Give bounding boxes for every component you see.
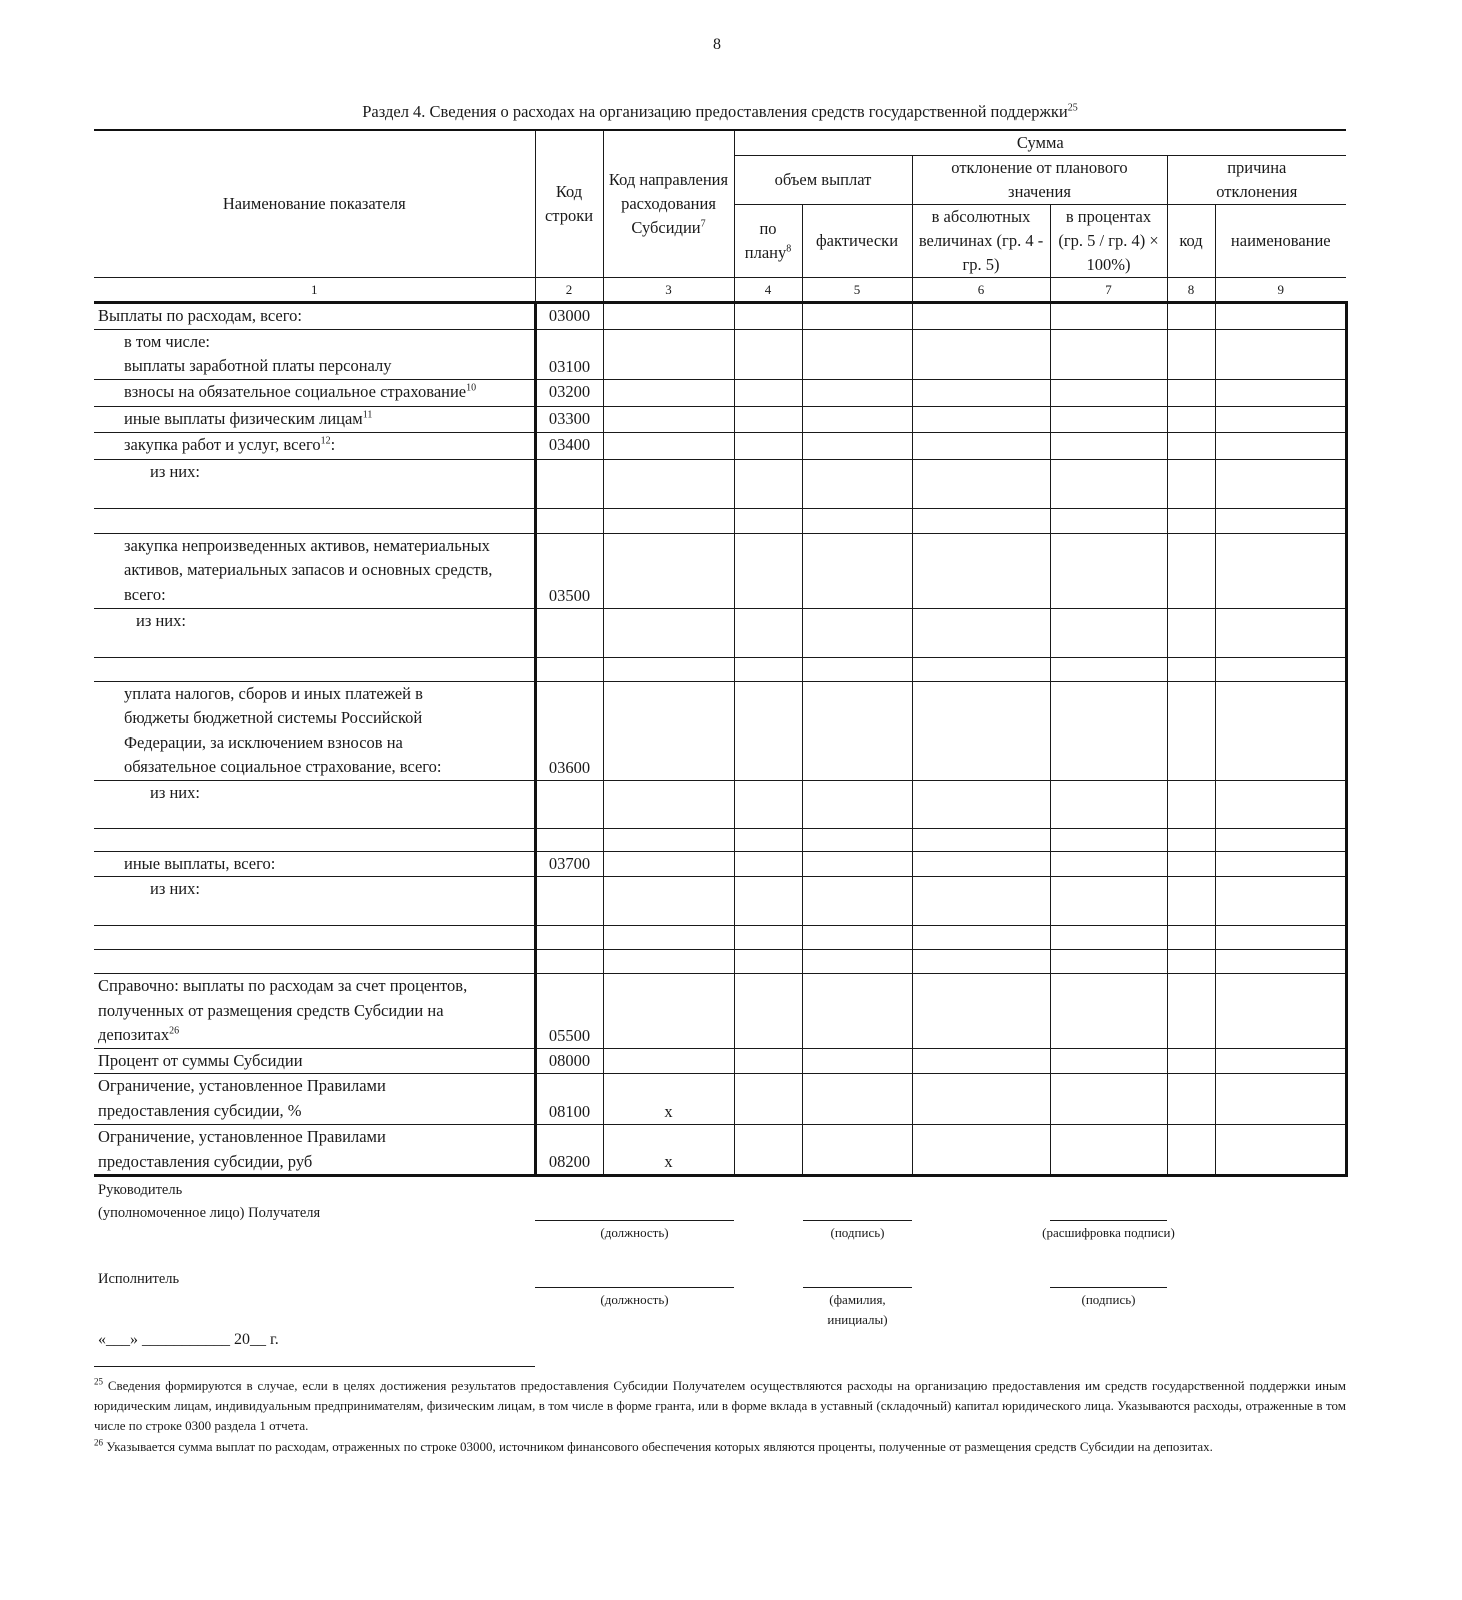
cell-percent[interactable] <box>1050 950 1167 974</box>
cell-actual[interactable] <box>802 303 912 330</box>
header-deviation: отклонение от планового значения <box>912 156 1167 205</box>
cell-direction-code[interactable] <box>603 329 734 379</box>
row-code <box>535 608 603 657</box>
cell-percent[interactable] <box>1050 780 1167 828</box>
cell-percent[interactable] <box>1050 608 1167 657</box>
cell-reason-code[interactable] <box>1167 1048 1215 1074</box>
cell-reason-code[interactable] <box>1167 877 1215 926</box>
row-name: Ограничение, установленное Правилами предоставления субсидии, % <box>94 1074 535 1125</box>
cell-reason-code[interactable] <box>1167 508 1215 533</box>
executor-name-line[interactable] <box>803 1287 912 1288</box>
row-name: Процент от суммы Субсидии <box>94 1048 535 1074</box>
col-number: 6 <box>912 278 1050 303</box>
row-code[interactable] <box>535 950 603 974</box>
cell-reason-name[interactable] <box>1215 851 1346 877</box>
cell-reason-code[interactable] <box>1167 974 1215 1049</box>
cell-reason-name[interactable] <box>1215 780 1346 828</box>
footnote-divider <box>94 1366 535 1367</box>
cell-plan[interactable] <box>734 780 802 828</box>
cell-direction-code[interactable] <box>603 459 734 508</box>
row-name: из них: <box>94 608 535 657</box>
cell-percent[interactable] <box>1050 459 1167 508</box>
cell-actual[interactable] <box>802 459 912 508</box>
header-plan <box>734 205 802 278</box>
cell-direction-code[interactable] <box>603 657 734 681</box>
row-name[interactable] <box>94 657 535 681</box>
cell-actual[interactable] <box>802 851 912 877</box>
row-name: закупка непроизведенных активов, нематериальных активов, материальных запасов и основных средств, всего: <box>94 533 535 608</box>
col-number: 1 <box>94 278 535 303</box>
cell-direction-code[interactable] <box>603 828 734 851</box>
table-row <box>94 950 1346 974</box>
cell-reason-code[interactable] <box>1167 657 1215 681</box>
table-row <box>94 974 1346 1049</box>
cell-reason-name[interactable] <box>1215 533 1346 608</box>
table-row <box>94 406 1346 432</box>
footnote-ref: 7 <box>700 218 706 230</box>
cell-reason-name[interactable] <box>1215 950 1346 974</box>
row-name: Выплаты по расходам, всего: <box>94 303 535 330</box>
header-reason-name: наименование <box>1215 205 1346 278</box>
cell-percent[interactable] <box>1050 432 1167 459</box>
cell-reason-name[interactable] <box>1215 926 1346 950</box>
cell-reason-name[interactable] <box>1215 379 1346 406</box>
row-name: иные выплаты, всего: <box>94 851 535 877</box>
head-name-line[interactable] <box>1050 1220 1167 1221</box>
cell-reason-code[interactable] <box>1167 303 1215 330</box>
header-direction-code-text: Код направления расходования Субсидии <box>608 170 729 237</box>
row-code: 03200 <box>535 379 603 406</box>
row-name: из них: <box>94 780 535 828</box>
cell-percent[interactable] <box>1050 877 1167 926</box>
cell-actual[interactable] <box>802 657 912 681</box>
cell-absolute[interactable] <box>912 459 1050 508</box>
table-row <box>94 379 1346 406</box>
cell-percent[interactable] <box>1050 329 1167 379</box>
cell-percent[interactable] <box>1050 1048 1167 1074</box>
col-number: 5 <box>802 278 912 303</box>
head-signature-line[interactable] <box>803 1220 912 1221</box>
cell-percent[interactable] <box>1050 828 1167 851</box>
table-row <box>94 508 1346 533</box>
footnote-26 <box>94 1437 1346 1457</box>
cell-absolute[interactable] <box>912 379 1050 406</box>
cell-actual[interactable] <box>802 926 912 950</box>
cell-direction-code[interactable] <box>603 432 734 459</box>
cell-absolute[interactable] <box>912 1125 1050 1176</box>
cell-reason-code[interactable] <box>1167 950 1215 974</box>
row-name: из них: <box>94 459 535 508</box>
header-actual: фактически <box>802 205 912 278</box>
row-name-line: выплаты заработной платы персоналу <box>124 356 392 375</box>
cell-plan[interactable] <box>734 608 802 657</box>
table-row <box>94 608 1346 657</box>
cell-direction-code[interactable] <box>603 533 734 608</box>
cell-percent[interactable] <box>1050 1125 1167 1176</box>
row-code: 08100 <box>535 1074 603 1125</box>
row-name-text: Справочно: выплаты по расходам за счет процентов, полученных от размещения средств Субсидии на депозитах <box>98 976 468 1044</box>
footnote-25 <box>94 1376 1346 1436</box>
head-label-line: Руководитель <box>98 1182 183 1198</box>
cell-reason-name[interactable] <box>1215 459 1346 508</box>
row-name <box>94 974 535 1049</box>
cell-actual[interactable] <box>802 608 912 657</box>
header-volume: объем выплат <box>734 156 912 205</box>
footnote-ref: 10 <box>466 382 477 393</box>
row-name[interactable] <box>94 508 535 533</box>
table-row <box>94 780 1346 828</box>
cell-direction-code[interactable] <box>603 950 734 974</box>
row-name-text: иные выплаты физическим лицам <box>124 408 363 428</box>
cell-reason-code[interactable] <box>1167 681 1215 780</box>
footnote-text: Указывается сумма выплат по расходам, отраженных по строке 03000, источником финансового обеспечения которых являются проценты, полученные от размещения средств Субсидии на депозитах. <box>106 1439 1213 1454</box>
executor-position-caption: (должность) <box>600 1292 669 1307</box>
table-row <box>94 851 1346 877</box>
cell-percent[interactable] <box>1050 533 1167 608</box>
cell-absolute[interactable] <box>912 1048 1050 1074</box>
executor-label: Исполнитель <box>98 1271 180 1287</box>
col-number: 8 <box>1167 278 1215 303</box>
executor-name-caption: (фамилия, инициалы) <box>827 1292 888 1327</box>
row-name <box>94 329 535 379</box>
cell-reason-name[interactable] <box>1215 406 1346 432</box>
table-row <box>94 329 1346 379</box>
table-row <box>94 1125 1346 1176</box>
row-name <box>94 406 535 432</box>
row-name-suffix: : <box>330 434 336 454</box>
row-code: 08200 <box>535 1125 603 1176</box>
cell-plan[interactable] <box>734 950 802 974</box>
head-name-caption: (расшифровка подписи) <box>1042 1225 1175 1240</box>
cell-plan[interactable] <box>734 828 802 851</box>
row-code: 05500 <box>535 974 603 1049</box>
head-signature-caption: (подпись) <box>830 1225 885 1240</box>
cell-percent[interactable] <box>1050 681 1167 780</box>
footnote-number: 25 <box>94 1376 103 1387</box>
cell-reason-code[interactable] <box>1167 329 1215 379</box>
header-reason-code: код <box>1167 205 1215 278</box>
cell-reason-name[interactable] <box>1215 877 1346 926</box>
row-code[interactable] <box>535 828 603 851</box>
col-number: 3 <box>603 278 734 303</box>
cell-actual[interactable] <box>802 950 912 974</box>
row-code: 03600 <box>535 681 603 780</box>
cell-absolute[interactable] <box>912 877 1050 926</box>
cell-plan[interactable] <box>734 681 802 780</box>
cell-direction-code[interactable] <box>603 508 734 533</box>
row-code <box>535 877 603 926</box>
cell-absolute[interactable] <box>912 926 1050 950</box>
cell-reason-code[interactable] <box>1167 533 1215 608</box>
head-position-line[interactable] <box>535 1220 734 1221</box>
table-row <box>94 681 1346 780</box>
table-row <box>94 877 1346 926</box>
row-code[interactable] <box>535 926 603 950</box>
cell-reason-code[interactable] <box>1167 432 1215 459</box>
cell-absolute[interactable] <box>912 828 1050 851</box>
cell-percent[interactable] <box>1050 851 1167 877</box>
cell-percent[interactable] <box>1050 406 1167 432</box>
footnote-ref: 11 <box>362 409 373 420</box>
row-name: уплата налогов, сборов и иных платежей в бюджеты бюджетной системы Российской Федерации, за исключением взносов на обязательное социальное страхование, всего: <box>94 681 535 780</box>
cell-direction-code[interactable] <box>603 877 734 926</box>
header-percent: в процентах (гр. 5 / гр. 4) × 100%) <box>1050 205 1167 278</box>
cell-reason-code[interactable] <box>1167 1074 1215 1125</box>
cell-actual[interactable] <box>802 974 912 1049</box>
expenses-table <box>94 129 1348 1177</box>
header-indicator-name: Наименование показателя <box>94 130 535 278</box>
cell-plan[interactable] <box>734 379 802 406</box>
row-code: 08000 <box>535 1048 603 1074</box>
cell-actual[interactable] <box>802 1125 912 1176</box>
cell-reason-name[interactable] <box>1215 1125 1346 1176</box>
cell-percent[interactable] <box>1050 508 1167 533</box>
row-name <box>94 432 535 459</box>
cell-percent[interactable] <box>1050 926 1167 950</box>
row-name[interactable] <box>94 828 535 851</box>
cell-reason-name[interactable] <box>1215 681 1346 780</box>
cell-reason-code[interactable] <box>1167 608 1215 657</box>
cell-absolute[interactable] <box>912 406 1050 432</box>
cell-percent[interactable] <box>1050 657 1167 681</box>
cell-reason-name[interactable] <box>1215 329 1346 379</box>
head-label <box>98 1179 320 1225</box>
cell-absolute[interactable] <box>912 974 1050 1049</box>
cell-plan[interactable] <box>734 851 802 877</box>
cell-reason-name[interactable] <box>1215 1074 1346 1125</box>
head-position-caption: (должность) <box>600 1225 669 1240</box>
cell-plan[interactable] <box>734 657 802 681</box>
cell-reason-name[interactable] <box>1215 974 1346 1049</box>
cell-plan[interactable] <box>734 1125 802 1176</box>
footnote-ref: 12 <box>320 435 331 446</box>
row-code <box>535 780 603 828</box>
page-number: 8 <box>713 36 721 53</box>
row-name-line: в том числе: <box>124 331 211 351</box>
col-number: 9 <box>1215 278 1346 303</box>
cell-direction-code[interactable] <box>603 303 734 330</box>
cell-actual[interactable] <box>802 406 912 432</box>
executor-signature-line[interactable] <box>1050 1287 1167 1288</box>
cell-reason-code[interactable] <box>1167 926 1215 950</box>
cell-plan[interactable] <box>734 459 802 508</box>
cell-plan[interactable] <box>734 1048 802 1074</box>
cell-actual[interactable] <box>802 432 912 459</box>
table-row <box>94 1074 1346 1125</box>
row-name: Ограничение, установленное Правилами предоставления субсидии, руб <box>94 1125 535 1176</box>
cell-absolute[interactable] <box>912 432 1050 459</box>
footnote-text: Сведения формируются в случае, если в целях достижения результатов предоставления Субсидии Получателем осуществляются расходы на организацию предоставления им средств государственной поддержки иным юридическим лицам, индивидуальным предпринимателям, физическим лицам, в том числе в форме гранта, или в форме вклада в уставный (складочный) капитал юридического лица. Указываются расходы, отраженные в том числе по строке 0300 раздела 1 отчета. <box>94 1378 1346 1433</box>
row-code: 03500 <box>535 533 603 608</box>
cell-reason-code[interactable] <box>1167 406 1215 432</box>
cell-actual[interactable] <box>802 379 912 406</box>
cell-direction-code[interactable] <box>603 681 734 780</box>
table-row <box>94 459 1346 508</box>
table-row <box>94 657 1346 681</box>
cell-absolute[interactable] <box>912 657 1050 681</box>
cell-percent[interactable] <box>1050 1074 1167 1125</box>
cell-percent[interactable] <box>1050 974 1167 1049</box>
footnote-ref: 8 <box>786 243 792 255</box>
cell-direction-code[interactable] <box>603 406 734 432</box>
cell-reason-code[interactable] <box>1167 828 1215 851</box>
cell-plan[interactable] <box>734 406 802 432</box>
cell-absolute[interactable] <box>912 608 1050 657</box>
row-name[interactable] <box>94 950 535 974</box>
row-code: 03100 <box>535 329 603 379</box>
executor-signature-caption: (подпись) <box>1081 1292 1136 1307</box>
row-code: 03300 <box>535 406 603 432</box>
section-title-text: Раздел 4. Сведения о расходах на организацию предоставления средств государственной поддержки <box>362 102 1068 121</box>
table-row <box>94 533 1346 608</box>
cell-plan[interactable] <box>734 877 802 926</box>
cell-direction-code: x <box>603 1125 734 1176</box>
cell-direction-code[interactable] <box>603 1048 734 1074</box>
cell-reason-name[interactable] <box>1215 1048 1346 1074</box>
table-row <box>94 828 1346 851</box>
head-label-line: (уполномоченное лицо) Получателя <box>98 1205 321 1221</box>
col-number: 7 <box>1050 278 1167 303</box>
cell-reason-name[interactable] <box>1215 432 1346 459</box>
cell-absolute[interactable] <box>912 681 1050 780</box>
col-number: 4 <box>734 278 802 303</box>
footnote-ref: 26 <box>169 1025 180 1037</box>
cell-reason-name[interactable] <box>1215 657 1346 681</box>
cell-plan[interactable] <box>734 1074 802 1125</box>
cell-direction-code: x <box>603 1074 734 1125</box>
cell-absolute[interactable] <box>912 851 1050 877</box>
cell-plan[interactable] <box>734 926 802 950</box>
cell-plan[interactable] <box>734 432 802 459</box>
cell-direction-code[interactable] <box>603 780 734 828</box>
col-number: 2 <box>535 278 603 303</box>
row-name-text: взносы на обязательное социальное страхование <box>124 381 467 401</box>
cell-direction-code[interactable] <box>603 926 734 950</box>
cell-actual[interactable] <box>802 681 912 780</box>
table-row <box>94 432 1346 459</box>
cell-percent[interactable] <box>1050 303 1167 330</box>
cell-reason-code[interactable] <box>1167 379 1215 406</box>
header-absolute: в абсолютных величинах (гр. 4 - гр. 5) <box>912 205 1050 278</box>
cell-percent[interactable] <box>1050 379 1167 406</box>
table-row <box>94 303 1346 330</box>
cell-direction-code[interactable] <box>603 974 734 1049</box>
cell-actual[interactable] <box>802 1048 912 1074</box>
cell-actual[interactable] <box>802 508 912 533</box>
cell-reason-code[interactable] <box>1167 851 1215 877</box>
cell-plan[interactable] <box>734 974 802 1049</box>
cell-plan[interactable] <box>734 533 802 608</box>
cell-absolute[interactable] <box>912 1074 1050 1125</box>
table-row <box>94 926 1346 950</box>
date-field[interactable]: «___» ___________ 20__ г. <box>98 1331 279 1348</box>
cell-actual[interactable] <box>802 533 912 608</box>
header-plan-text: по плану <box>744 219 787 262</box>
row-code: 03400 <box>535 432 603 459</box>
cell-reason-code[interactable] <box>1167 780 1215 828</box>
cell-reason-name[interactable] <box>1215 828 1346 851</box>
row-code: 03700 <box>535 851 603 877</box>
executor-position-line[interactable] <box>535 1287 734 1288</box>
cell-plan[interactable] <box>734 508 802 533</box>
cell-actual[interactable] <box>802 780 912 828</box>
header-sum: Сумма <box>734 130 1346 156</box>
header-line-code: Код строки <box>535 130 603 278</box>
cell-reason-name[interactable] <box>1215 303 1346 330</box>
row-name[interactable] <box>94 926 535 950</box>
cell-direction-code[interactable] <box>603 379 734 406</box>
cell-actual[interactable] <box>802 1074 912 1125</box>
table-row <box>94 1048 1346 1074</box>
row-name: из них: <box>94 877 535 926</box>
cell-direction-code[interactable] <box>603 608 734 657</box>
cell-absolute[interactable] <box>912 508 1050 533</box>
cell-reason-code[interactable] <box>1167 459 1215 508</box>
footnote-number: 26 <box>94 1437 103 1448</box>
cell-reason-name[interactable] <box>1215 508 1346 533</box>
row-name-text: закупка работ и услуг, всего <box>124 434 321 454</box>
header-direction-code <box>603 130 734 278</box>
cell-actual[interactable] <box>802 877 912 926</box>
footnote-ref: 25 <box>1067 102 1078 114</box>
row-code[interactable] <box>535 508 603 533</box>
cell-plan[interactable] <box>734 329 802 379</box>
section-title <box>94 102 1346 122</box>
cell-reason-name[interactable] <box>1215 608 1346 657</box>
cell-direction-code[interactable] <box>603 851 734 877</box>
row-code: 03000 <box>535 303 603 330</box>
cell-absolute[interactable] <box>912 329 1050 379</box>
cell-absolute[interactable] <box>912 533 1050 608</box>
cell-reason-code[interactable] <box>1167 1125 1215 1176</box>
cell-actual[interactable] <box>802 329 912 379</box>
row-code[interactable] <box>535 657 603 681</box>
row-name <box>94 379 535 406</box>
header-reason: причина отклонения <box>1167 156 1346 205</box>
cell-absolute[interactable] <box>912 303 1050 330</box>
cell-plan[interactable] <box>734 303 802 330</box>
row-code <box>535 459 603 508</box>
cell-absolute[interactable] <box>912 950 1050 974</box>
cell-absolute[interactable] <box>912 780 1050 828</box>
cell-actual[interactable] <box>802 828 912 851</box>
